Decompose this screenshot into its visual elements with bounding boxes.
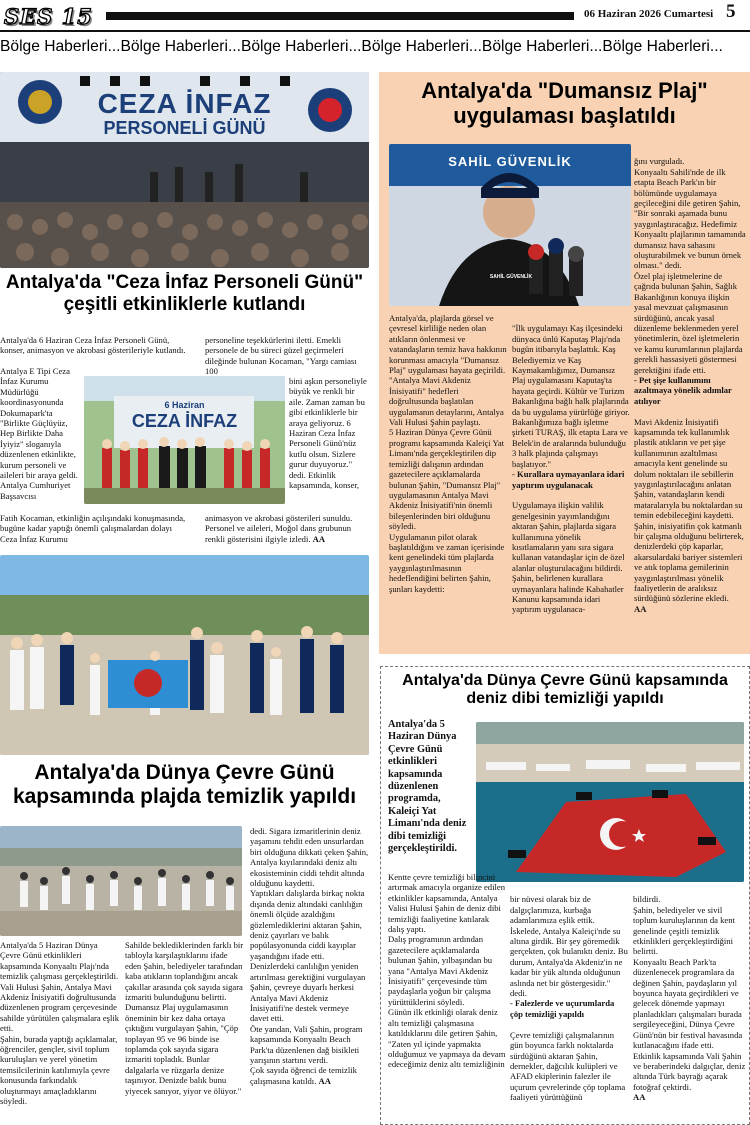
photo-banner-text: SAHİL GÜVENLİK bbox=[448, 154, 572, 169]
beach-cleanup-photo bbox=[0, 826, 242, 936]
article3-headline-line2: kapsamında plajda temizlik yapıldı bbox=[12, 785, 357, 809]
article4-col3-text: bildirdi. Şahin, belediyeler ve sivil toplum kuruluşlarının da kent genelinde çeşitli temizlik etkinlikleri gerçekleştirdiğini belirtti. Konyaaltı Beach Park'ta düzenlenecek programlara da değinen Şahin, paydaşların yıl boyunca hayata geçirdikleri ve gelecek dönemde yapmayı planladıkları çalışmaları burada sergileyeceğini, Dünya Çevre Günü'nün bir festival havasında kutlanacağını ifade etti. Etkinlik kapsamında Vali Şahin ve beraberindeki dalgıçlar, deniz altında Türk bayrağı açarak fotoğraf çektirdi. bbox=[633, 894, 746, 1092]
article3-col3 bbox=[250, 826, 369, 1125]
article1-bottom-right-text: animasyon ve akrobasi gösterileri sunuldu. Personel ve aileleri, Moğol dans grubunun renkli gösterisini ilgiyle izledi. bbox=[205, 513, 353, 544]
article3-signature: AA bbox=[318, 1075, 331, 1086]
header-rule bbox=[106, 12, 574, 20]
header-underline bbox=[0, 30, 750, 32]
article2-col1: Antalya'da, plajlarda görsel ve çevresel kirliliğe neden olan atıkların önlenmesi ve vatandaşların temiz hava hakkının korunması amacıyla "Dumansız Plaj" uygulaması hayata geçirildi. "Antalya Mavi Akdeniz İnisiyatifi" hedefleri doğrultusunda başlatılan uygulamanın detaylarını, Antalya Vali Hulusi Şahin paylaştı. 5 Haziran Dünya Çevre Günü programı kapsamında Kaleiçi Yat Limanı'nda gerçekleştirilen dip temizliği dalışının ardından gazetecilere açıklamalarda bulunan Şahin, "Dumansız Plaj" uygulamasının Antalya Mavi Akdeniz İnisiyatifi'nin önemli bileşenlerinden biri olduğunu söyledi. Uygulamanın pilot olarak başlatıldığını ve zaman içerisinde kent genelindeki tüm plajlarda yaygınlaştırılmasının hedeflendiğini belirten Şahin, şunları kaydetti: bbox=[389, 313, 507, 594]
article1-headline-line2: çeşitli etkinliklerle kutlandı bbox=[63, 293, 306, 315]
article2-col2-top: "İlk uygulamayı Kaş ilçesindeki dünyaca ünlü Kaputaş Plajı'nda bugün itibarıyla başlattık. Kaş Belediyemiz ve Kaş Kaymakamlığımız, Dumansız Plaj uygulamasını Kaputaş'ta hayata geçirdi. Kültür ve Turizm Bakanlığına bağlı halk plajlarında da bu uygulama yürürlüğe giriyor. Bakanlığımıza bağlı işletme şirketi TURAŞ, ilk etapta Lara ve Belek'in de aralarında bulunduğu 3 halk plajında çalışmayı başlatıyor." bbox=[512, 323, 630, 469]
article2-headline bbox=[379, 78, 750, 140]
article2-col3 bbox=[634, 146, 746, 649]
stage-banner-line1: CEZA İNFAZ bbox=[97, 88, 272, 119]
article3-col2: Sahilde beklediklerinden farklı bir tabloyla karşılaştıklarını ifade eden Şahin, belediyeler tarafından kaba atıkların toplandığını ancak çakıllar arasında çok sayıda sigara izmariti bulunduğunu belirtti. Dumansız Plaj uygulamasının öneminin bir kez daha ortaya çıktığını vurgulayan Şahin, "Çöp toplayan 95 ve 96 binde ise toplamda çok sayıda sigara izmariti topladık. Bunlar dalgalarla ve rüzgarla denize taşınıyor. Denizde balık bunu yiyecek sanıyor, yiyor ve ölüyor." bbox=[125, 940, 244, 1096]
ceza-infaz-group-photo bbox=[84, 376, 285, 504]
article2-col2-bottom: Uygulamaya ilişkin valilik genelgesinin yayımlandığını aktaran Şahin, plajlarda sigara kullanımına yönelik kısıtlamaların yanı sıra sigara kullanan vatandaşlar için de özel alanlar oluşturulacağını bildirdi. Şahin, belirlenen kurallara uymayanlara halinde Kabahatler Kanunu kapsamında idari yaptırım uygulanaca- bbox=[512, 500, 625, 615]
article4-headline-line1: Antalya'da Dünya Çevre Günü kapsamında bbox=[402, 672, 728, 689]
paper-name: SES 15 bbox=[4, 4, 93, 29]
article4-col3 bbox=[633, 884, 746, 1125]
article1-wrap-left: Antalya E Tipi Ceza İnfaz Kurumu Müdürlüğü koordinasyonunda Dokumapark'ta "Birlikte Güçlüyüz, Hep Birlikte Daha İyiyiz" sloganıyla düzenlenen etkinlikte, kurum personeli ve aileleri bir araya geldi. Antalya Cumhuriyet Başsavcısı bbox=[0, 366, 78, 501]
article4-lede: Antalya'da 5 Haziran Dünya Çevre Günü etkinlikleri kapsamında düzenlenen programda, Kaleiçi Yat Limanı'nda deniz dibi temizliği gerçekleştirildi. bbox=[388, 719, 467, 855]
article2-col3-bottom: Mavi Akdeniz İnisiyatifi kapsamında tek kullanımlık plastik atıkların ve pet şişe kullanımının azaltılması amacıyla kent genelinde su dolum noktaları ile sebillerin yaygınlaştırılacağını anlatan Şahin, vatandaşların kendi mataralarıyla bu noktalardan su temin edebileceğini kaydetti. Şahin, inisiyatifin çok katmanlı bir çalışma olduğunu belirterek, denizlerdeki çöp kaparlar, akarsulardaki bariyer sistemleri ve atık toplama gemilerinin yaygınlaştırılması yönelik faaliyetlerin de aralıksız sürdüğünü sözlerine ekledi. bbox=[634, 416, 744, 604]
article1-wrap-right: bini aşkın personeliyle büyük ve renkli bir aile. Zaman zaman bu gibi etkinliklerle bir araya geliyoruz. 6 Haziran Ceza İnfaz Personeli Günü'nüz kutlu olsun. Sizlere gurur duyuyoruz." dedi. Etkinlik kapsamında, konser, bbox=[289, 376, 367, 491]
section-banner: Bölge Haberleri...Bölge Haberleri...Bölge Haberleri...Bölge Haberleri...Bölge Haberleri...Bölge Haberleri... bbox=[0, 38, 723, 55]
article3-headline bbox=[0, 761, 369, 823]
article2-col2 bbox=[512, 313, 630, 649]
article1-top-right: personeline teşekkürlerini iletti. Emekli personele de bu süreci güzel geçirmeleri dileğinde bulunan Kocaman, "Yargı camiası 100 bbox=[205, 335, 357, 377]
inset-banner-line1: 6 Haziran bbox=[164, 400, 205, 410]
article4-subhead: - Falezlerde ve uçurumlarda çöp temizliği yapıldı bbox=[510, 998, 615, 1019]
page-number: 5 bbox=[726, 1, 736, 22]
article4-col1: Kentte çevre temizliği bilincini artırmak amacıyla organize edilen etkinlikler kapsamında, Antalya Valisi Hulusi Şahin de deniz dibi temizliği faaliyetine katılarak dalış yaptı. Dalış programının ardından gazetecilere açıklamalarda bulunan Şahin, yılbaşından bu yana "Antalya Mavi Akdeniz İnisiyatifi" çerçevesinde tüm paydaşlarla yoğun bir çalışma yürüttüklerini söyledi. Günün ilk etkinliği olarak deniz altı temizliği çalışmasına katıldıklarını dile getiren Şahin, "Zaten yıl içinde yapmakta olduğumuz ve yapmaya da devam edeceğimiz deniz altı temizliğinin bbox=[388, 872, 506, 1070]
article4-col2 bbox=[510, 884, 628, 1125]
article3-col3-text: dedi. Sigara izmaritlerinin deniz yaşamını tehdit eden unsurlardan biri olduğuna dikkati çeken Şahin, Antalya kıyılarındaki deniz altı ekosisteminin ciddi tehdit altında olduğunu kaydetti. Yaptıkları dalışlarda birkaç nokta dışında deniz altındaki canlılığın önemli ölçüde azaldığını gözlemlediklerini aktaran Şahin, deniz çayırları ve balık popülasyonunda ciddi kayıplar yaşandığını ifade etti. Denizlerdeki canlılığın yeniden artırılması gerektiğini vurgulayan Şahin, çevreye duyarlı herkesi Antalya Mavi Akdeniz İnisiyatifi'ne destek vermeye davet etti. Öte yandan, Vali Şahin, program kapsamında Konyaaltı Beach Park'ta düzenlenen dağ bisikleti yarışının startını verdi. Çok sayıda öğrenci de temizlik çalışmasına katıldı. bbox=[250, 826, 369, 1086]
article1-intro: Antalya'da 6 Haziran Ceza İnfaz Personeli Günü, konser, animasyon ve akrobasi gösterileriyle kutlandı. bbox=[0, 335, 186, 356]
article3-col1: Antalya'da 5 Haziran Dünya Çevre Günü etkinlikleri kapsamında Konyaaltı Plajı'nda temizlik çalışması gerçekleştirildi. Vali Hulusi Şahin, Antalya Mavi Akdeniz İnisiyatifi doğrultusunda düzenlenen program çerçevesinde sahilde yürütülen çalışmalara eşlik etti. Şahin, burada yaptığı açıklamalar, öğrenciler, gençler, sivil toplum kuruluşları ve yerel yönetim temsilcilerinin katılımıyla çevre konusunda farkındalık oluşturmayı amaçladıklarını söyledi. bbox=[0, 940, 120, 1107]
article2-subhead-1: - Kurallara uymayanlara idari yaptırım uygulanacak bbox=[512, 469, 625, 490]
governor-interview-photo bbox=[389, 144, 631, 306]
masthead bbox=[0, 0, 750, 34]
article4-headline-line2: deniz dibi temizliği yapıldı bbox=[466, 690, 664, 708]
article4-signature: AA bbox=[633, 1092, 646, 1103]
article1-bottom-left: Fatih Kocaman, etkinliğin açılışındaki konuşmasında, bugüne kadar yaptığı önemli çalışmalardan dolayı Ceza İnfaz Kurumu bbox=[0, 513, 186, 544]
article1-signature: AA bbox=[312, 533, 326, 544]
article4-col2-bottom: Çevre temizliği çalışmalarının gün boyunca farklı noktalarda sürdüğünü aktaran Şahin, dernekler, dağcılık kulüpleri ve AFAD ekiplerinin falezler ile uçurum çevrelerinde çöp toplama faaliyeti yürüttüğünü bbox=[510, 1029, 626, 1103]
article2-signature: AA bbox=[634, 603, 647, 614]
issue-date: 06 Haziran 2026 Cumartesi bbox=[584, 8, 714, 20]
beach-group-photo bbox=[0, 555, 369, 755]
article2-headline-line2: uygulaması başlatıldı bbox=[453, 103, 676, 129]
article3-headline-line1: Antalya'da Dünya Çevre Günü bbox=[34, 761, 335, 784]
article2-subhead-2: - Pet şişe kullanımını azaltmaya yönelik adımlar atılıyor bbox=[634, 374, 732, 406]
article1-bottom-right bbox=[205, 513, 369, 545]
article1-headline-line1: Antalya'da "Ceza İnfaz Personeli Günü" bbox=[5, 272, 364, 293]
stage-banner-line2: PERSONELİ GÜNÜ bbox=[103, 118, 266, 138]
article4-headline bbox=[380, 672, 750, 716]
inset-banner-line2: CEZA İNFAZ bbox=[131, 411, 238, 431]
article2-headline-line1: Antalya'da "Dumansız Plaj" bbox=[421, 78, 708, 103]
article1-headline bbox=[0, 272, 369, 328]
vest-label: SAHİL GÜVENLİK bbox=[489, 274, 533, 280]
article2-col3-top: ğını vurguladı. Konyaaltı Sahili'nde de ilk etapta Beach Park'ın bir bölümünde uygulamaya geçileceğini dile getiren Şahin, "Bir sonraki aşamada bunu yaygınlaştıracağız. Hedefimiz Konyaaltı plajlarının tamamında dumansız hava sahasını oluşturabilmek ve bunun örnek olması." dedi. Özel plaj işletmelerine de çağrıda bulunan Şahin, Sağlık Bakanlığının konuya ilişkin yasal mevzuat çalışmasının sürdüğünü, ancak yasal düzenleme beklenmeden yerel yönetimlerin, özel işletmelerin ve kamu kurumlarının plajlarda gerekli hassasiyeti göstermesi gerektiğini ifade etti. bbox=[634, 156, 746, 375]
ceza-infaz-stage-photo bbox=[0, 72, 369, 268]
article4-col2-top: bir nüvesi olarak biz de dalgıçlarımıza, kurbağa adamlarımıza eşlik ettik. İskelede, Antalya Kaleiçi'nde su altına girdik. Bir şey göremedik gerçekten, çok bulanıktı deniz. Bu durum, Antalya'da Akdeniz'in ne kadar bir yük altında olduğunun aslında net bir göstergesidir." dedi. bbox=[510, 894, 628, 999]
underwater-flag-photo bbox=[476, 722, 744, 882]
